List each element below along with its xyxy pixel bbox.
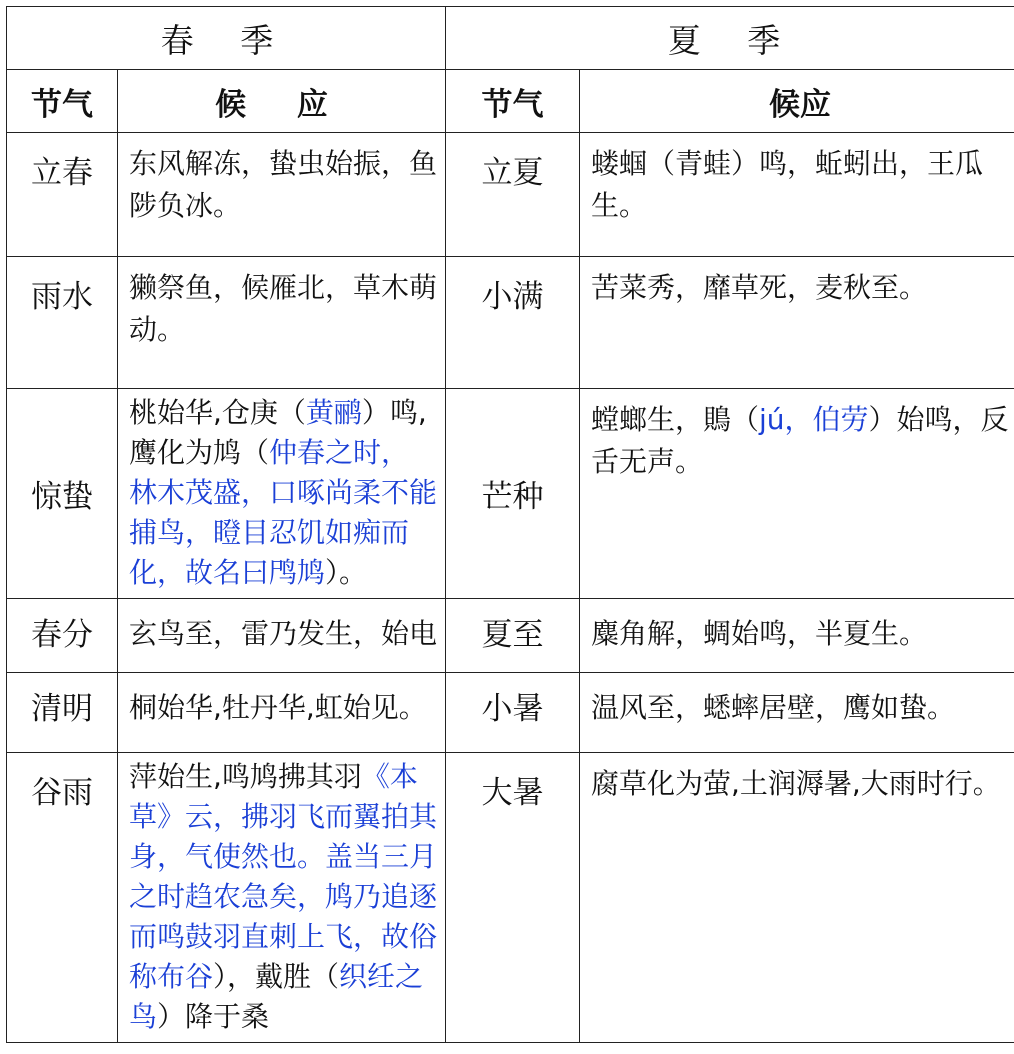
phenology-text: ）。 (325, 556, 368, 589)
phenology-text: 温风至，蟋蟀居壁，鹰如蛰。 (591, 691, 956, 724)
season-spring: 春 季 (7, 7, 446, 70)
annotation-text: 黄鹂 (305, 396, 362, 429)
phenology-summer (580, 257, 1014, 389)
solar-term-summer: 立夏 (446, 133, 580, 257)
table-row (7, 599, 1014, 673)
header-term-summer: 节气 (446, 70, 580, 133)
solar-terms-table (6, 6, 1014, 1043)
phenology-text: 玄鸟至，雷乃发生，始电 (129, 617, 438, 650)
phenology-spring (118, 257, 446, 389)
solar-term-spring: 春分 (7, 599, 118, 673)
annotation-text: 《本草》云，拂羽飞而翼拍其身，气使然也。盖当三月之时趋农急矣，鸠乃追逐而鸣鼓羽直刺上飞，故俗称布谷 (129, 760, 438, 993)
annotation-text: 织纴之鸟 (129, 960, 424, 1033)
phenology-text: 桃始华,仓庚（ (129, 396, 306, 429)
header-term-spring: 节气 (7, 70, 118, 133)
phenology-text: ）始鸣，反舌无声。 (591, 403, 1009, 478)
phenology-summer (580, 389, 1014, 599)
solar-term-spring: 清明 (7, 673, 118, 753)
solar-term-spring: 谷雨 (7, 753, 118, 1043)
phenology-text: 獭祭鱼，候雁北，草木萌动。 (129, 271, 438, 346)
solar-term-summer: 小满 (446, 257, 580, 389)
annotation-text: jú，伯劳 (759, 403, 869, 436)
solar-term-summer: 夏至 (446, 599, 580, 673)
phenology-summer (580, 753, 1014, 1043)
table-row (7, 133, 1014, 257)
table-row (7, 673, 1014, 753)
phenology-summer (580, 133, 1014, 257)
phenology-text: 腐草化为萤,土润溽暑,大雨时行。 (591, 767, 1001, 800)
phenology-spring (118, 753, 446, 1043)
header-phenology-summer: 候应 (580, 70, 1014, 133)
phenology-spring (118, 389, 446, 599)
table-row (7, 389, 1014, 599)
table-row (7, 257, 1014, 389)
solar-term-summer: 大暑 (446, 753, 580, 1043)
annotation-text: 仲春之时，林木茂盛，口啄尚柔不能捕鸟，瞪目忍饥如痴而化，故名曰鸤鸠 (129, 436, 438, 589)
season-summer: 夏 季 (446, 7, 1014, 70)
solar-term-spring: 惊蛰 (7, 389, 118, 599)
phenology-spring (118, 673, 446, 753)
phenology-text: 桐始华,牡丹华,虹始见。 (129, 691, 427, 724)
phenology-summer (580, 673, 1014, 753)
solar-term-summer: 小暑 (446, 673, 580, 753)
phenology-text: 蝼蝈（青蛙）鸣，蚯蚓出，王瓜生。 (591, 147, 984, 222)
phenology-text: 螳螂生，鵙（ (591, 403, 760, 436)
phenology-text: 苦菜秀，靡草死，麦秋至。 (591, 271, 928, 304)
phenology-spring (118, 133, 446, 257)
phenology-text: 东风解冻，蛰虫始振，鱼陟负冰。 (129, 147, 438, 222)
solar-term-spring: 立春 (7, 133, 118, 257)
phenology-text: ）降于桑 (157, 1000, 270, 1033)
phenology-spring (118, 599, 446, 673)
solar-term-summer: 芒种 (446, 389, 580, 599)
phenology-summer (580, 599, 1014, 673)
solar-term-spring: 雨水 (7, 257, 118, 389)
phenology-text: ）鸣,鹰化为鸠（ (129, 396, 427, 469)
phenology-text: 麋角解，蜩始鸣，半夏生。 (591, 617, 928, 650)
phenology-text: ），戴胜（ (213, 960, 340, 993)
phenology-text: 萍始生,鸣鸠拂其羽 (129, 760, 362, 793)
header-phenology-spring: 候 应 (118, 70, 446, 133)
table-row (7, 753, 1014, 1043)
